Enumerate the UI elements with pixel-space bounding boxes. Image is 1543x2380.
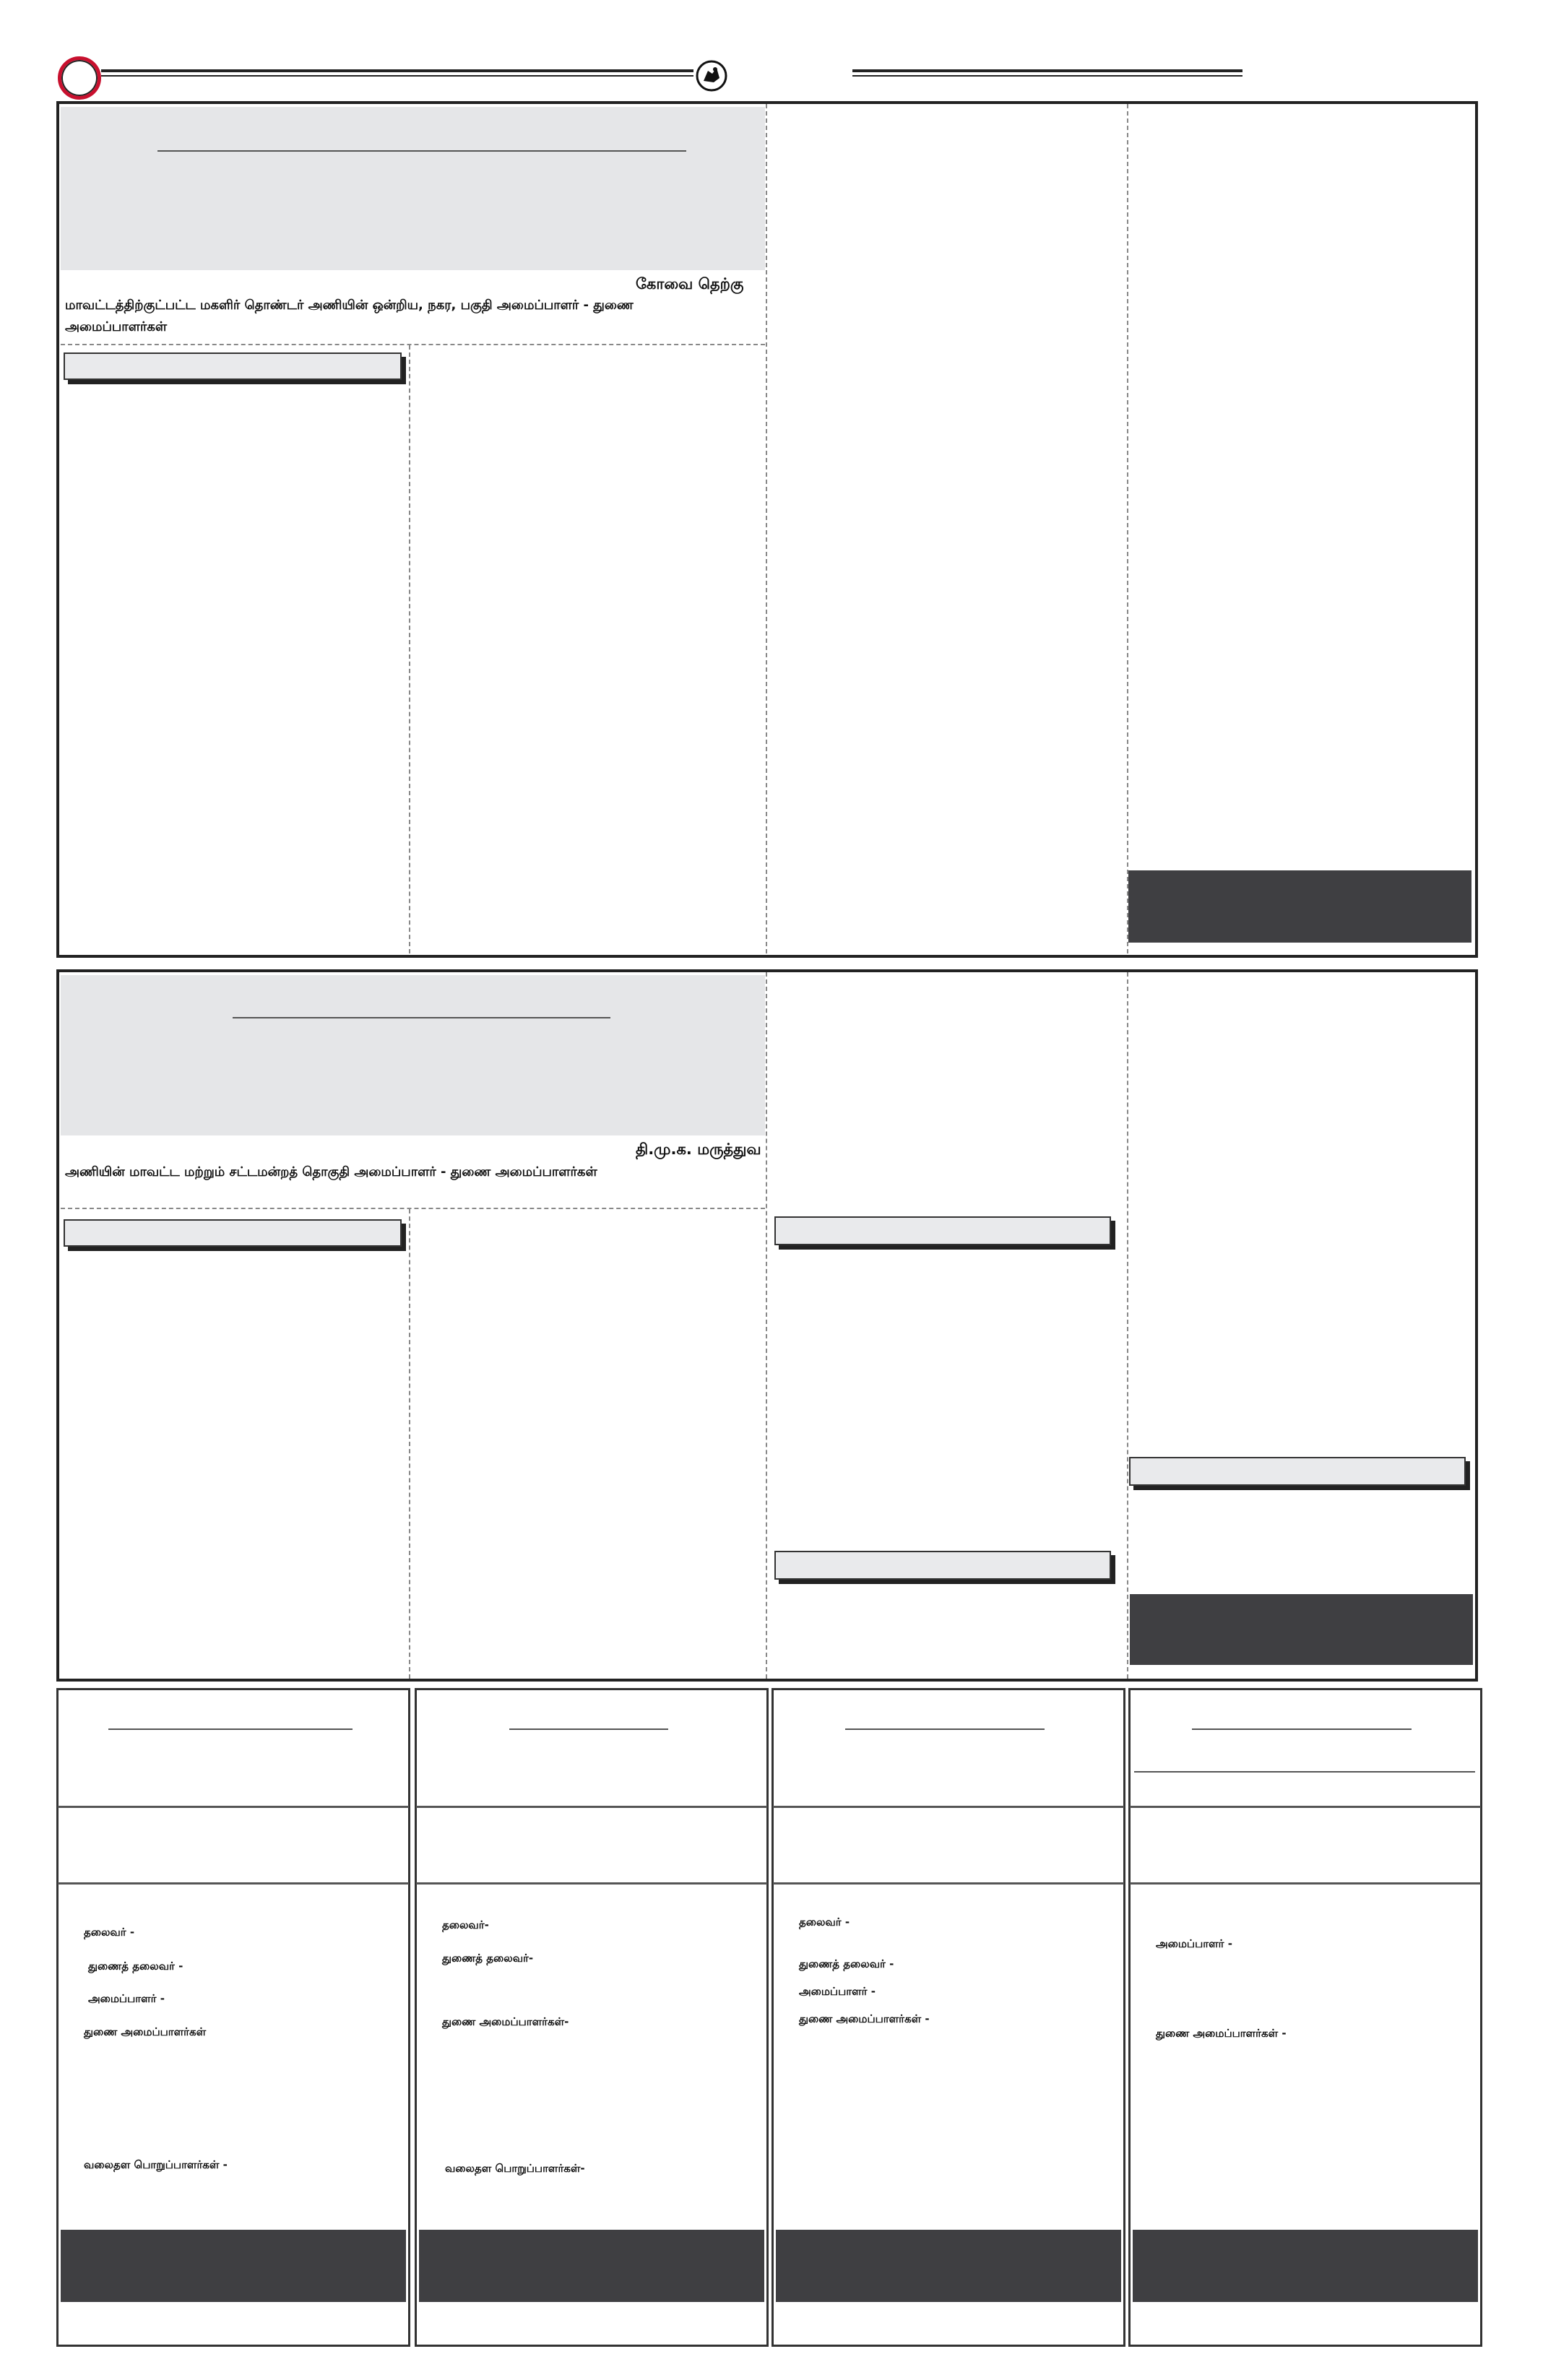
card-1-line-4: துணை அமைப்பாளர்கள் — [84, 2025, 207, 2038]
header-rule-left-lower — [101, 75, 693, 77]
card-4-divider-top — [1130, 1806, 1481, 1808]
card-4-line-1: அமைப்பாளர் - — [1156, 1937, 1232, 1950]
card-3-divider-bottom — [773, 1882, 1124, 1884]
card-2-title-rule — [509, 1728, 668, 1730]
card-1-dark-footer — [61, 2230, 406, 2302]
card-1-line-3: அமைப்பாளர் - — [88, 1992, 165, 2005]
card-1-divider-bottom — [58, 1882, 409, 1884]
card-2-dark-footer — [419, 2230, 764, 2302]
section2-divider-a — [409, 1209, 410, 1679]
section2-subheading-bar-left — [64, 1219, 402, 1247]
card-1-line-2: துணைத் தலைவர் - — [88, 1960, 183, 1973]
card-3-line-1: தலைவர் - — [799, 1916, 850, 1929]
card-4-divider-bottom — [1130, 1882, 1481, 1884]
section1-caption-divider — [61, 344, 765, 345]
section1-dark-footer-block — [1128, 870, 1471, 943]
section2-caption-line1: தி.மு.க. மருத்துவ — [636, 1141, 761, 1158]
section1-title-rule — [157, 150, 686, 152]
card-3-title-rule — [845, 1728, 1045, 1730]
section2-subheading-bar-right — [1129, 1457, 1466, 1486]
section2-title-rule — [233, 1017, 610, 1018]
card-2-line-2: துணைத் தலைவர்- — [442, 1952, 534, 1965]
card-4-line-2: துணை அமைப்பாளர்கள் - — [1156, 2027, 1287, 2040]
section2-caption-line2: அணியின் மாவட்ட மற்றும் சட்டமன்றத் தொகுதி அமைப்பாளர் - துணை அமைப்பாளர்கள் — [65, 1164, 597, 1180]
section1-divider-c — [1127, 104, 1128, 953]
sun-rider-emblem-icon — [695, 59, 728, 92]
section1-caption-line3: அமைப்பாளர்கள் — [65, 319, 168, 334]
section1-caption-line1: கோவை தெற்கு — [636, 275, 744, 293]
section2-divider-b — [766, 972, 767, 1679]
card-1-divider-top — [58, 1806, 409, 1808]
card-4-subtitle-rule — [1134, 1771, 1475, 1773]
header-badge — [58, 56, 101, 100]
card-1-title-rule — [108, 1728, 353, 1730]
card-3-line-4: துணை அமைப்பாளர்கள் - — [799, 2012, 930, 2025]
section2-caption-divider — [61, 1208, 765, 1209]
card-3-divider-top — [773, 1806, 1124, 1808]
section1-subheading-bar — [64, 352, 402, 380]
card-1-line-1: தலைவர் - — [84, 1926, 135, 1939]
card-2-divider-bottom — [416, 1882, 767, 1884]
card-4-title-rule — [1192, 1728, 1412, 1730]
section2-subheading-bar-middle-lower — [774, 1551, 1111, 1580]
section1-divider-b — [766, 104, 767, 953]
header-rule-right-lower — [852, 75, 1242, 77]
section2-title-panel — [61, 975, 765, 1135]
card-1-line-5: வலைதள பொறுப்பாளர்கள் - — [84, 2158, 228, 2171]
card-3-line-2: துணைத் தலைவர் - — [799, 1957, 894, 1970]
section2-subheading-bar-middle — [774, 1216, 1111, 1245]
card-2-line-4: வலைதள பொறுப்பாளர்கள்- — [445, 2162, 585, 2175]
section2-divider-c — [1127, 972, 1128, 1679]
header-rule-left — [101, 69, 693, 72]
card-2-line-1: தலைவர்- — [442, 1918, 489, 1931]
card-4-dark-footer — [1133, 2230, 1478, 2302]
section1-caption-line2: மாவட்டத்திற்குட்பட்ட மகளிர் தொண்டர் அணியின் ஒன்றிய, நகர, பகுதி அமைப்பாளர் - துணை — [65, 298, 634, 313]
section1-divider-a — [409, 345, 410, 953]
section1-title-panel — [61, 107, 765, 270]
header-rule-right — [852, 69, 1242, 72]
card-3-dark-footer — [776, 2230, 1121, 2302]
card-3-line-3: அமைப்பாளர் - — [799, 1985, 876, 1998]
section2-dark-footer-block — [1130, 1594, 1473, 1665]
card-2-divider-top — [416, 1806, 767, 1808]
card-2-line-3: துணை அமைப்பாளர்கள்- — [442, 2015, 569, 2028]
